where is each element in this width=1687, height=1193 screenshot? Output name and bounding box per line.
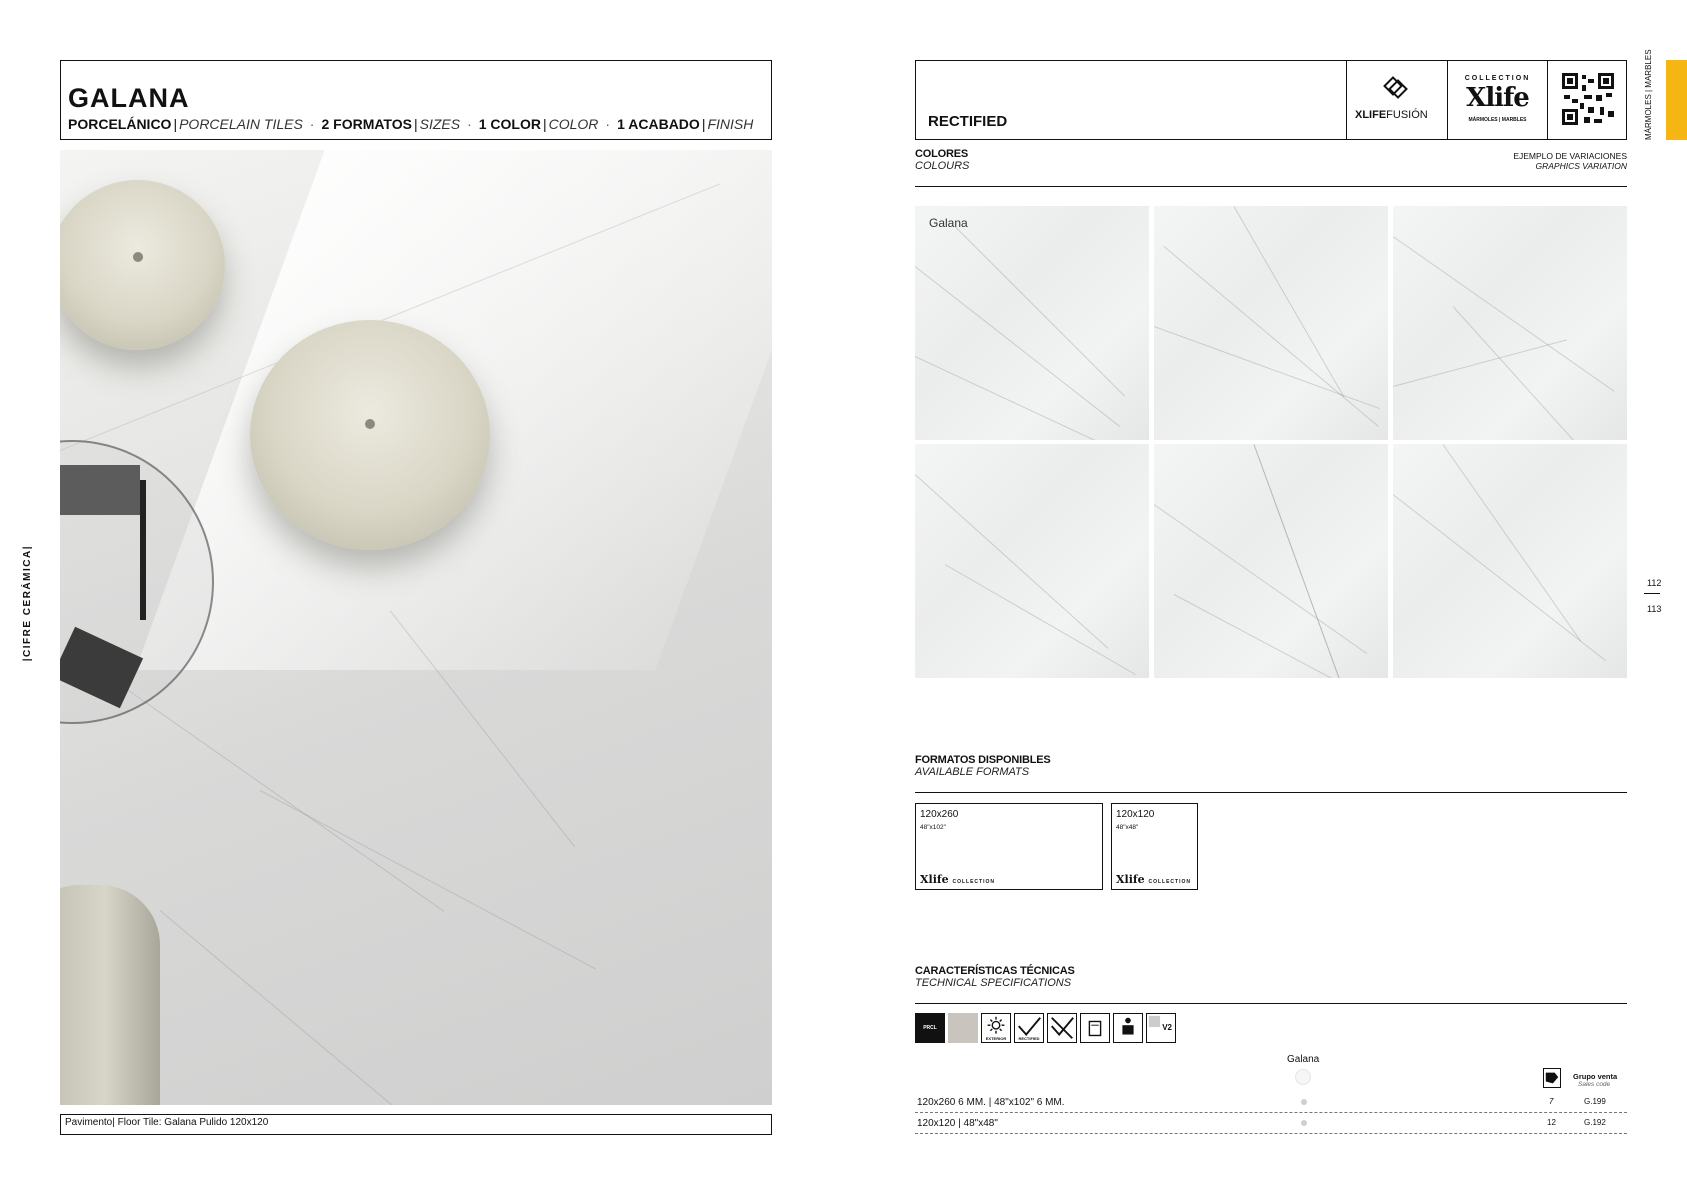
brand-side-label [22, 545, 46, 662]
tile-colour-label: Galana [929, 216, 968, 230]
spec-row-pieces: 12 [1547, 1118, 1556, 1127]
format-logo [920, 873, 995, 886]
spec-row [915, 1114, 1627, 1134]
format-card-120x120[interactable] [1111, 803, 1198, 890]
formats-section-header [915, 754, 1627, 793]
formats-title-en: AVAILABLE FORMATS [915, 766, 1030, 778]
colour-swatch-icon [948, 1013, 978, 1043]
check-icon [1014, 1013, 1044, 1043]
caption-text: Pavimento| Floor Tile: Galana Pulido 120x120 [65, 1117, 269, 1128]
specs-section-header [915, 965, 1627, 1004]
product-subtitle: PORCELÁNICO | PORCELAIN TILES · 2 FORMATOS | SIZES · 1 COLOR | COLOR · 1 ACABADO | FINISH [68, 116, 754, 132]
tile-variation [915, 206, 1149, 440]
page-number-left: 112 [1647, 578, 1662, 588]
fusion-logo-bold: XLIFE [1355, 109, 1387, 121]
qr-code-icon[interactable] [1560, 71, 1616, 127]
xlife-fusion-logo [1346, 61, 1447, 139]
variation-es: EJEMPLO DE VARIACIONES [1513, 151, 1627, 161]
person-icon [1113, 1013, 1143, 1043]
spec-row-format: 120x120 | 48"x48" [917, 1118, 998, 1129]
spec-column-header: Galana [1287, 1054, 1320, 1065]
specs-title-en: TECHNICAL SPECIFICATIONS [915, 977, 1072, 989]
subtitle-finish-en: FINISH [707, 116, 754, 132]
page-number-divider [1644, 593, 1660, 594]
tile-variation [1393, 444, 1627, 678]
tile-icon [1080, 1013, 1110, 1043]
format-size: 120x260 [920, 809, 959, 820]
tile-variation [1154, 444, 1388, 678]
sun-icon-text: EXTERIOR [985, 1036, 1007, 1041]
format-card-120x260[interactable] [915, 803, 1103, 890]
collection-big-text: Xlife [1466, 83, 1529, 113]
colour-dot-galana [1295, 1069, 1311, 1085]
product-title: GALANA [68, 83, 190, 113]
format-logo-text: Xlife [1116, 873, 1145, 886]
fusion-logo-icon [1382, 75, 1408, 101]
spec-row-format: 120x260 6 MM. | 48"x102" 6 MM. [917, 1097, 1065, 1108]
porcelain-icon [915, 1013, 945, 1043]
colours-section-header [915, 148, 1627, 187]
sales-group-en: Sales code [1578, 1081, 1611, 1088]
section-side-tab-text: MÁRMOLES | MARBLES [1644, 49, 1653, 140]
format-logo [1116, 873, 1191, 886]
tile-variation [915, 444, 1149, 678]
colour-variation-tiles [915, 206, 1627, 678]
subtitle-color-es: 1 COLOR [478, 116, 541, 132]
subtitle-porcelain-en: PORCELAIN TILES [179, 116, 303, 132]
graphics-variation-label [1513, 151, 1627, 171]
subtitle-finish-es: 1 ACABADO [617, 116, 700, 132]
porcelain-icon-text: PRCL [923, 1025, 937, 1031]
title-box [60, 60, 772, 140]
photo-caption [60, 1114, 772, 1135]
spec-row-pieces: 7 [1549, 1097, 1554, 1106]
subtitle-formats-en: SIZES [419, 116, 461, 132]
fusion-logo-light: FUSIÓN [1386, 109, 1428, 121]
ambient-photo [60, 150, 772, 1105]
spec-row-group: G.192 [1584, 1118, 1606, 1127]
header-box [915, 60, 1627, 140]
tile-variation [1393, 206, 1627, 440]
variation-v2-text: V2 [1162, 1023, 1172, 1032]
sales-group-es: Grupo venta [1573, 1072, 1618, 1081]
formats-title-es: FORMATOS DISPONIBLES [915, 754, 1051, 766]
cross-check-icon [1047, 1013, 1077, 1043]
qr-cell [1547, 61, 1626, 139]
format-logo-text: Xlife [920, 873, 949, 886]
page-number-right: 113 [1647, 604, 1662, 614]
format-inches: 48"x48" [1116, 824, 1139, 831]
collection-small-text: COLLECTION [1464, 75, 1531, 82]
check-icon-text: RECTIFIED [1018, 1036, 1040, 1041]
tile-variation [1154, 206, 1388, 440]
spec-row [915, 1093, 1627, 1113]
subtitle-porcelain-es: PORCELÁNICO [68, 116, 172, 132]
format-logo-small: COLLECTION [1148, 879, 1191, 885]
subtitle-formats-es: 2 FORMATOS [321, 116, 412, 132]
format-size: 120x120 [1116, 809, 1155, 820]
brand-side-label-text: |CIFRE CERÁMICA| [22, 545, 33, 662]
sun-icon [981, 1013, 1011, 1043]
format-logo-small: COLLECTION [952, 879, 995, 885]
collection-tag-text: MÁRMOLES | MARBLES [1468, 117, 1527, 123]
section-side-tab [1644, 49, 1662, 140]
variation-v2-icon [1146, 1013, 1176, 1043]
finish-label: RECTIFIED [928, 113, 1008, 130]
colours-title-en: COLOURS [915, 160, 970, 172]
variation-en: GRAPHICS VARIATION [1535, 161, 1627, 171]
sales-group-icon [1543, 1068, 1561, 1088]
section-accent-tab [1666, 60, 1687, 140]
subtitle-color-en: COLOR [548, 116, 599, 132]
colours-title-es: COLORES [915, 148, 968, 160]
availability-dot [1301, 1120, 1307, 1126]
xlife-collection-logo [1447, 61, 1547, 139]
specs-title-es: CARACTERÍSTICAS TÉCNICAS [915, 965, 1075, 977]
format-inches: 48"x102" [920, 824, 946, 831]
spec-row-group: G.199 [1584, 1097, 1606, 1106]
availability-dot [1301, 1099, 1307, 1105]
